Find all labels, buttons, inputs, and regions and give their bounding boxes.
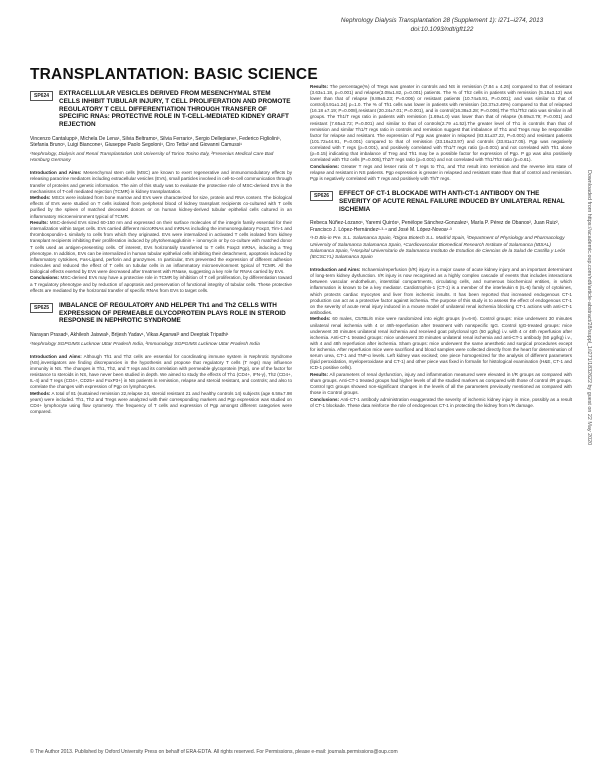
right-column bbox=[310, 84, 572, 417]
para-text: A total of 81 (sustained remission 22,relapse 24, steroid resistant 21 and healthy controls 14) subjects (age 6.58±7.98 years) were included. Th1, Th2 and Tregs were analyzed with their corresponding markers and Pgp expression was studied on CD4+ lymphocyte using flow cytometry. The frequency of T cells and expression of Pgp amongst different categories were compared. bbox=[30, 390, 292, 415]
abstract-authors: Narayan Prasad¹, Akhilesh Jaiswal¹, Brijesh Yadav¹, Vikas Agarwal² and Deeptak Tripathi¹ bbox=[30, 332, 229, 339]
para-text: MSCs were isolated from bone marrow and EVs were characterized for size, protein and RNA content. The biological effects of EVs were studied on T cells isolated from peripheral blood of kidney transplant recipients co-cultured with T cells purified by the spleen of matched deceased donors or on human kidney-derived tubular epithelial cells cultured in an inflammatory microenvironment typical of TCMR. bbox=[30, 195, 292, 219]
download-watermark bbox=[588, 170, 596, 590]
abstract-title: EFFECT OF CT-1 BLOCKADE WITH ANTI-CT-1 ANTIBODY ON THE SEVERITY OF ACUTE RENAL FAILURE INDUCED BY UNILATERAL RENAL ISCHEMIA bbox=[339, 190, 565, 213]
para-text: Ischaemia/reperfusion (I/R) injury is a major cause of acute kidney injury and an important determinant of long-term kidney dysfunction. I/R injury is now recognised as a highly complex cascade of events that includes interactions between vascular endothelium, interstitial compartments, circulating cells, and numerous biochemical entities, in which inflammation is known to be a key mediator. Cardiotrophin-1 (CT-1) is a member of the interleukin 6 (IL-6) family of cytokines, which protects cardiac myocytes and liver from ischemic insults. It has been reported that increased endogenous CT-1 production can act as a protective factor against ischemia. The purpose of this study is to assess the effect of endogenous CT-1 on the severity of acute renal injury induced in a mouse model of unilateral renal ischemia blocking CT-1 actions with anti-CT-1 antibodies. bbox=[310, 267, 573, 315]
abstract-authors: Vincenzo Cantaluppi¹, Michela De Lena¹, Silvia Beltramo¹, Silvia Ferrario¹, Sergio Dellepiane¹, Federico Figliolini¹, Stefania Bruno¹, Luigi Biancone¹, Giuseppe Paolo Segoloni¹, Ciro Tetta² and Giovanni Camussi¹ bbox=[30, 135, 282, 149]
para-text: Although Th1 and Th2 cells are essential for coordinating immune system in Nephrotic Syndrome (NS),investigators are finding discrepancies in the hypothesis and propose that regulatory T cells (T regs) may influence immunity in NS. The changes in Th1, Th2, and T regs and its correlation with permeable glycoprotein (Pgp), one of the factor for resistance to steroids in NS, have never been studied in depth. We aimed to study the effects of Th1 (CD4+, IFN-γ), Th2 (CD4+, IL-4) and T regs (CD4+, CD25+ and FoxP3+) in NS patients in remission, relapse and steroid resistant, and controls; and also to correlate the changes with expression of Pgp on lymphocytes. bbox=[30, 353, 292, 390]
copyright-footer: © The Author 2013. Published by Oxford University Press on behalf of ERA-EDTA. All rights reserved. For Permissions, please e-mail: journals.permissions@oup.com bbox=[30, 749, 398, 755]
para-text: MSC-derived EVs sized 60-150 nm and expressed on their surface molecules of the integrin family essential for their internalization within target cells. EVs carried different microRNAs and mRNAs including the immunoregulatory Foxp3, Tim-1 and thrombospondin-1 similarly to cells from which they originated. EVs were internalized in activated T cells isolated from kidney transplant recipients inhibiting their proliferation induced by phytohemagglutinin + ionomycin or by co-culture with matched donor T cells used as antigen-presenting cells. Of interest, EVs horizontally transferred to T cells Foxp3 mRNA, inducing a Treg phenotype. In addition, EVs can be internalized in human tubular epithelial cells inhibiting their detachment, apoptosis induced by inflammatory cytokines, Fas-Ligand, perforin and granzymes. In particular, EVs prevented the expression of different adhesion molecules and reduced the effect of T cells on tubular cells in an inflammatory microenvironment typical of TCMR. All the biological effects exerted by EVs were decreased after treatment with RNase, suggesting a key role for RNAs carried by EVs. bbox=[30, 220, 293, 274]
para-text: Greater T regs and lesser ratio of T regs to Th1, and Th2 result into remission and the reverse into state of relapse and resistant in NS patients. Pgp expression is greater in relapsed and resistant state than that of control and remission. Pgp is negatively correlated with T regs and positively with Th/T regs. bbox=[310, 163, 572, 181]
download-watermark-text: Downloaded from https://academic.oup.com/ndt/article-abstract/28/suppl_1/i271/1832622 by guest on 22 May 2020 bbox=[586, 170, 592, 446]
abstract-header bbox=[30, 90, 292, 129]
abstract-sp625 bbox=[30, 302, 292, 416]
para-label: Introduction and Aims: bbox=[30, 353, 82, 359]
para-text: The percentage(%) of Tregs was greater in controls and NS in remission (7.84 ± 4.26) compared to that of resistant (3.63±1.18, p=0.001) and relapse(3.08±1.82, p=0.001) patients. The % of Th2 cells in patients with remission (5.18±3.12) was lower than that of relapse (9.89±5.23; P=0.006) or resistant patients (10.74±5.91, P=0.001); and was similar to that of control(4.91±1.24) p=1.0. The % of Th1 cells was lower in patients with remission (10.37±3.49%) compared to that of relapsed (16.18 ±7.19; P=0.008),resistant (20.24±7.01; P=0.001), and in control(16.38±3.28; P=0.006).The Th1/Th2 ratio was similar in all groups. The Th1/T regs ratio in patients with remission (1.69±1.0) was lower than that of relapse (6.69±3.79; P=0.001) and resistant (7.65±3.72; P=0.001) and similar to that of controls(2.79 ±1.52).The greater level of Th1 in controls than that of remission and similar Th1/T regs ratio in controls and remission suggest that imbalance of Th1 and Tregs may be responsible factor for relapse and resistant. The expression of Pgp was greater in relapsed (83.51±37.22, P=0.001) and resistant patients (101.72±44.91, P=0.001) compared to that of remission (33.16±23.97) and controls (33.81±17.05). Pgp was negatively correlated with T regs (p=0.001), and positively correlated with Th1/T regs ratio (p=0.001) and not correlated with Th1 alone (p=0.15) indicating that imbalance of Treg and Th1 may be a possible factor for expression of Pgp. P gp was also positively correlated with Th2 cells (P=0.005),Th2/T regs ratio (p=0.001) and not correlated with Th1/Th2 ratio (p=0.61). bbox=[310, 84, 572, 163]
para-label: Results: bbox=[30, 220, 49, 226]
para-text: All parameters of renal dysfunction, injury and inflammation measured were elevated in I/R groups as compared with sham groups. Anti-CT-1 treated groups had higher levels of all the studied markers as compared with those of control I/R groups. Control IgG groups showed non-significant changes in the levels of all the parameters previously mentioned as compared with those in Control groups. bbox=[310, 371, 572, 396]
abstract-code: SP626 bbox=[310, 191, 333, 201]
abstract-header bbox=[310, 190, 572, 213]
para-text: Anti-CT-1 antibody administration exaggerated the severity of ischemic kidney injury in mice, possibly as a result of CT-1 blockade. These data reinforce the role of endogenous CT-1 in protecting the kidney from I/R damage. bbox=[310, 396, 572, 408]
abstract-introduction bbox=[30, 354, 292, 391]
abstract-authors: Rebeca Núñez-Lozano¹, Yaremi Quirós¹, Penélope Sánchez-Gonzalez¹, María P. Pérez de Obanos², Juan Ruiz², Francisco J. López-Hernández¹·³·⁴ and José M. López-Novoa¹·³ bbox=[310, 220, 560, 233]
abstract-methods bbox=[30, 391, 292, 415]
abstract-conclusions bbox=[30, 275, 292, 293]
para-label: Methods: bbox=[30, 195, 51, 201]
abstract-results bbox=[30, 220, 292, 275]
para-label: Methods: bbox=[30, 390, 51, 396]
journal-citation: Nephrology Dialysis Transplantation 28 (Supplement 1): i271–i274, 2013 bbox=[340, 17, 544, 24]
abstract-affiliations: ¹Nephrology SGPGIMS Lucknow Uttar Pradesh India, ²Immunology SGPGIMS Lucknow Uttar Pradesh India bbox=[30, 341, 260, 347]
para-label: Introduction and Aims: bbox=[310, 267, 361, 273]
para-label: Methods: bbox=[310, 316, 331, 322]
abstract-introduction bbox=[30, 170, 292, 194]
para-label: Results: bbox=[310, 371, 329, 377]
journal-doi: doi:10.1093/ndt/gft122 bbox=[410, 25, 474, 33]
abstract-title: EXTRACELLULAR VESICLES DERIVED FROM MESENCHYMAL STEM CELLS INHIBIT TUBULAR INJURY, T CELL PROLIFERATION AND PROMOTE REGULATORY T CELL DIFFERENTIATION THROUGH TRANSFER OF SPECIFIC RNAs: PROTECTIVE ROLE IN T-CELL-MEDIATED KIDNEY GRAFT REJECTION bbox=[59, 90, 291, 129]
para-text: 60 males, C57BL/6 mice were randomized into eight groups (n=6-8). Control groups: mice underwent 30 minutes unilateral renal ischemia with 4 or 48h-reperfusion after treatment with nonspecific IgG. Control IgG-treated groups: mice underwent 30 minutes unilateral renal ischemia and received goat polyclonal IgG (50 μg/kg) i.v. with 4 or 48h reperfusion after ischemia. Anti-CT-1 treated groups: mice underwent 30 minutes unilateral renal ischemia and anti-CT-1 antibody (50 μg/kg) i.v., with 4 and 48h reperfusion after ischemia. Sham groups: mice underwent the same anesthetic and surgical procedures except for ischemia. After reperfusion mice were sacrificed and blood samples were collected directly from the heart for determination of serum urea, CT-1 and TNF-α levels. Left kidney was excised; one piece homogenized for the analysis of different parameters (lipid peroxidation, myeloperoxidase and CT-1) and other piece was fixed in formalin for histological examination (H&E, CT-1 and ICD-1 positive cells). bbox=[310, 316, 572, 371]
abstract-sp624 bbox=[30, 90, 292, 294]
abstract-results bbox=[310, 372, 572, 396]
para-label: Conclusions: bbox=[310, 396, 340, 402]
section-title: TRANSPLANTATION: BASIC SCIENCE bbox=[30, 66, 318, 83]
para-label: Results: bbox=[310, 84, 329, 89]
abstract-title: IMBALANCE OF REGULATORY AND HELPER Th1 and Th2 CELLS WITH EXPRESSION OF PERMEABLE GLYCOPROTEIN PLAYS ROLE IN STEROID RESPONSE IN NEPHROTIC SYNDROME bbox=[59, 301, 286, 325]
abstract-methods bbox=[310, 316, 572, 371]
journal-header bbox=[322, 17, 562, 34]
abstract-conclusions bbox=[310, 164, 572, 182]
abstract-methods bbox=[30, 195, 292, 219]
para-text: MSC-derived EVs may have a protective role in TCMR by inhibition of T cell proliferation, by differentiation toward a T regulatory phenotype and by reduction of apoptosis and preservation of functional integrity of tubular cells. These protective effects are mediated by the horizontal transfer of specific RNAs from EVs to target cells. bbox=[30, 275, 292, 293]
para-text: Mesenchymal stem cells (MSC) are known to exert regenerative and immunomodulatory effects by releasing paracrine mediators including extracellular vesicles (EVs), small particles involved in cell-to-cell communication through transfer of proteins and genetic information. The aim of this study was to evaluate the protective role of MSC-derived EVs in the mechanisms of T-cell mediated rejection (TCMR) in kidney transplantation. bbox=[30, 170, 293, 194]
abstract-code: SP625 bbox=[30, 303, 53, 313]
abstract-sp626 bbox=[310, 190, 572, 409]
para-label: Introduction and Aims: bbox=[30, 170, 82, 176]
abstract-affiliations: ¹Nephrology, Dialysis and Renal Transplantation Unit University of Torino Torino Italy, ²Fresenius Medical Care Bad Homburg Germany bbox=[30, 151, 274, 164]
abstract-results bbox=[310, 84, 572, 163]
abstract-affiliations: ¹I-D Bio-in Pre. S.L. Salamanca Spain, ²Digna Biotech S.L. Madrid Spain, ³Department of Physiology and Pharmacology University of Salamanca Salamanca Spain, ⁴Cardiovascular Biomedical Research Institute of Salamanca (IBSAL) Salamanca Spain, ⁵Hospital Universitario de Salamanca Instituto de Estudios de Ciencias de la Salud de Castilla y León (IECSCYL) Salamanca Spain bbox=[310, 236, 566, 260]
abstract-header bbox=[30, 302, 292, 325]
left-column bbox=[30, 90, 292, 423]
para-label: Conclusions: bbox=[30, 275, 60, 281]
abstract-code: SP624 bbox=[30, 91, 53, 101]
abstract-conclusions bbox=[310, 397, 572, 409]
para-label: Conclusions: bbox=[310, 163, 340, 169]
abstract-sp625-continued bbox=[310, 84, 572, 182]
abstract-introduction bbox=[310, 267, 572, 316]
